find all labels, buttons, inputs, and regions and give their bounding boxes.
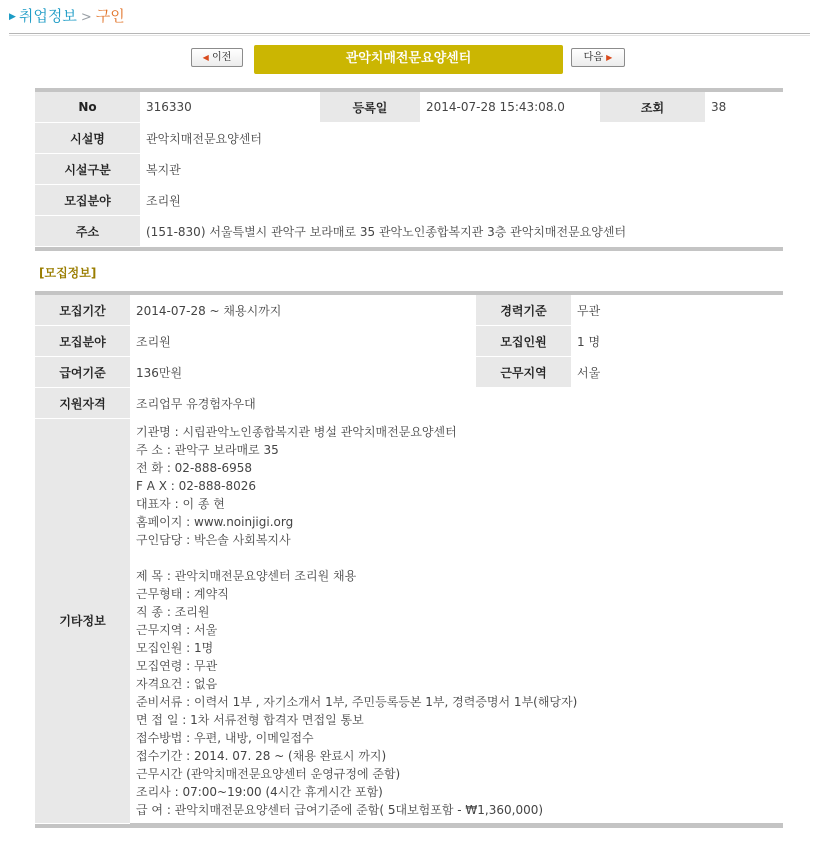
address-value: (151-830) 서울특별시 관악구 보라매로 35 관악노인종합복지관 3층 관악치매전문요양센터 [140,216,783,247]
etc-line: 전 화 : 02-888-6958 [136,461,253,475]
etc-line: 근무시간 (관악치매전문요양센터 운영규정에 준함) [136,767,401,781]
etc-line: 급 여 : 관악치매전문요양센터 급여기준에 준함( 5대보험포함 - ₩1,360,000) [136,803,544,817]
qualification-value: 조리업무 유경험자우대 [130,388,783,419]
next-button-label: 다음 [583,52,603,63]
address-label: 주소 [35,216,140,247]
field-label: 모집분야 [35,326,130,357]
etc-line: 모집연령 : 무관 [136,659,218,673]
etc-line: 기관명 : 시립관악노인종합복지관 병설 관악치매전문요양센터 [136,425,457,439]
recruit-section-title: [모집정보] [39,266,97,280]
page-title: 관악치매전문요양센터 [254,45,563,74]
etc-line: F A X : 02-888-8026 [136,479,257,493]
etc-line: 주 소 : 관악구 보라매로 35 [136,443,279,457]
etc-line: 면 접 일 : 1차 서류전형 합격자 면접일 통보 [136,713,364,727]
recruit-table [35,291,783,828]
header-divider [9,33,810,36]
no-label: No [35,92,140,123]
reg-date-value: 2014-07-28 15:43:08.0 [420,92,600,123]
etc-line: 자격요건 : 없음 [136,677,218,691]
breadcrumb-separator: > [80,10,92,25]
etc-line: 근무형태 : 계약직 [136,587,229,601]
next-button[interactable] [571,48,625,67]
facility-name-value: 관악치매전문요양센터 [140,123,783,154]
region-value: 서울 [571,357,783,388]
etc-line: 조리사 : 07:00~19:00 (4시간 휴게시간 포함) [136,785,383,799]
salary-value: 136만원 [130,357,476,388]
etc-line [136,549,783,567]
facility-name-label: 시설명 [35,123,140,154]
etc-line: 모집인원 : 1명 [136,641,214,655]
etc-line: 구인담당 : 박은솔 사회복지사 [136,533,291,547]
prev-button-label: 이전 [212,52,232,63]
etc-info-value [130,419,783,824]
etc-line: 근무지역 : 서울 [136,623,218,637]
recruit-field-value: 조리원 [140,185,783,216]
field-value: 조리원 [130,326,476,357]
salary-label: 급여기준 [35,357,130,388]
etc-line: 직 종 : 조리원 [136,605,210,619]
etc-line: 접수기간 : 2014. 07. 28 ~ (채용 완료시 까지) [136,749,387,763]
triangle-right-icon: ▶ [9,11,16,22]
triangle-right-icon: ▶ [606,53,613,62]
triangle-left-icon: ◀ [202,53,209,62]
no-value: 316330 [140,92,320,123]
reg-date-label: 등록일 [320,92,420,123]
headcount-value: 1 명 [571,326,783,357]
etc-line: 준비서류 : 이력서 1부 , 자기소개서 1부, 주민등록등본 1부, 경력증명서 1부(해당자) [136,695,578,709]
prev-button[interactable] [191,48,243,67]
recruit-field-label: 모집분야 [35,185,140,216]
headcount-label: 모집인원 [476,326,571,357]
etc-info-label: 기타정보 [35,419,130,824]
period-value: 2014-07-28 ~ 채용시까지 [130,295,476,326]
qualification-label: 지원자격 [35,388,130,419]
period-label: 모집기간 [35,295,130,326]
breadcrumb-current: 구인 [95,7,125,25]
etc-line: 접수방법 : 우편, 내방, 이메일접수 [136,731,314,745]
facility-type-label: 시설구분 [35,154,140,185]
views-label: 조회 [600,92,705,123]
career-label: 경력기준 [476,295,571,326]
etc-line: 홈페이지 : www.noinjigi.org [136,515,294,529]
breadcrumb-section[interactable]: 취업정보 [18,7,77,25]
region-label: 근무지역 [476,357,571,388]
career-value: 무관 [571,295,783,326]
etc-line: 대표자 : 이 종 현 [136,497,225,511]
views-value: 38 [705,92,783,123]
facility-type-value: 복지관 [140,154,783,185]
facility-table [35,88,783,251]
breadcrumb [9,5,125,27]
etc-line: 제 목 : 관악치매전문요양센터 조리원 채용 [136,569,357,583]
